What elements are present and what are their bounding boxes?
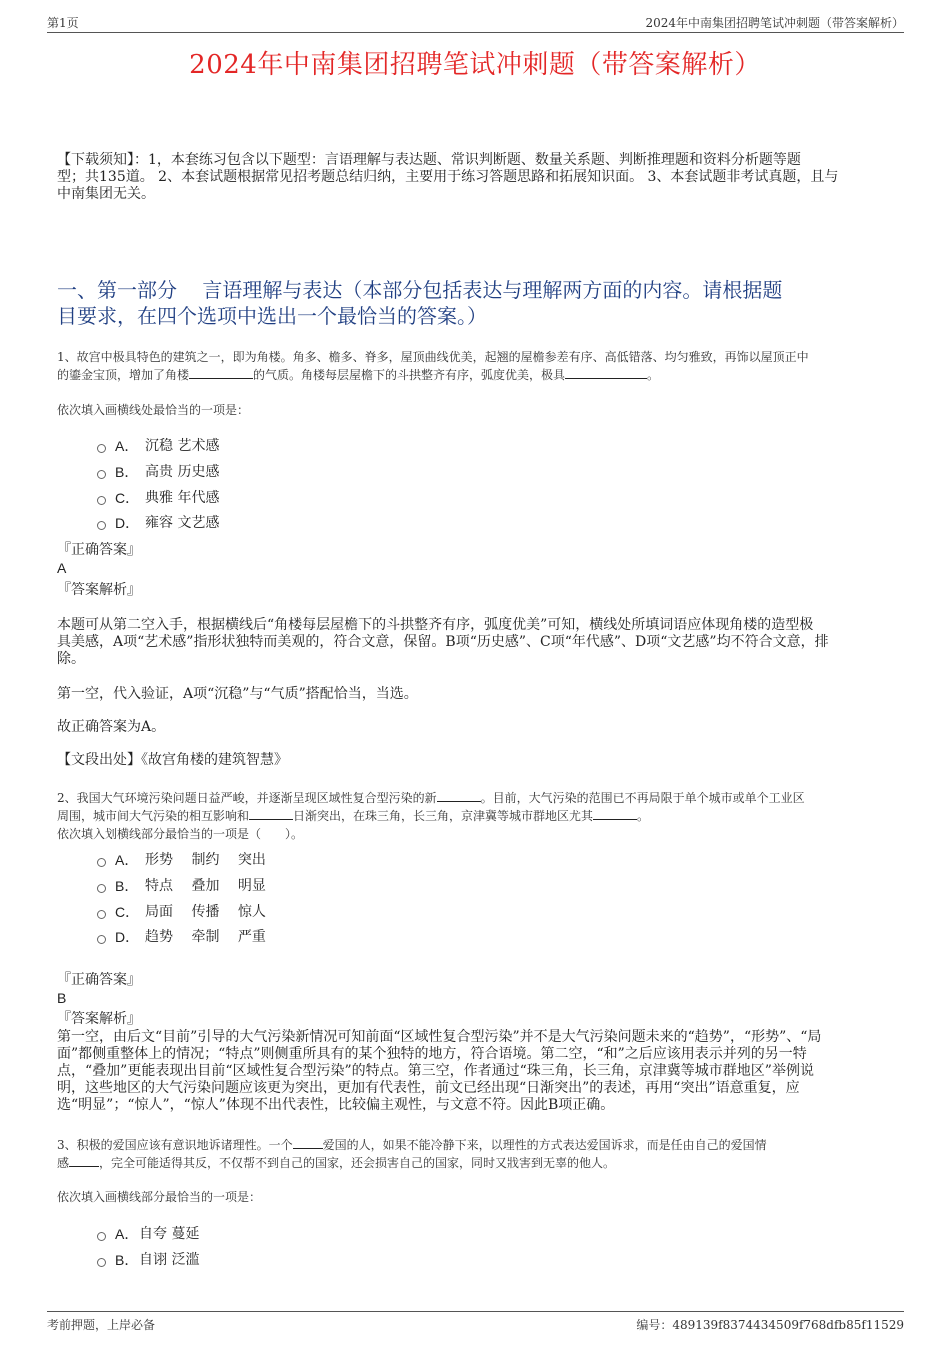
blank-line bbox=[593, 807, 637, 820]
option-label: A． bbox=[115, 1226, 139, 1242]
radio-icon[interactable] bbox=[97, 521, 106, 530]
question-1-stem bbox=[57, 348, 907, 384]
q3-option-b[interactable] bbox=[97, 1251, 199, 1269]
question-text bbox=[57, 789, 907, 807]
option-text: 沉稳 艺术感 bbox=[145, 438, 220, 454]
header-doc-title: 2024年中南集团招聘笔试冲刺题（带答案解析） bbox=[645, 16, 904, 30]
question-text bbox=[57, 1136, 907, 1154]
question-text-part: 的鎏金宝顶，增加了角楼 bbox=[57, 368, 190, 382]
q1-analysis-step: 第一空，代入验证，A项“沉稳”与“气质”搭配恰当，当选。 bbox=[57, 686, 418, 702]
q2-answer: B bbox=[57, 990, 67, 1006]
radio-icon[interactable] bbox=[97, 935, 106, 944]
analysis-line: 除。 bbox=[57, 651, 85, 667]
question-text: 1、故宫中极具特色的建筑之一，即为角楼。角多、檐多、脊多，屋顶曲线优美，起翘的屋檐参差有序、高低错落、均匀雅致，再饰以屋顶正中 bbox=[57, 350, 809, 364]
question-3-stem bbox=[57, 1136, 907, 1172]
option-text: 形势 制约 突出 bbox=[145, 852, 266, 868]
option-text: 高贵 历史感 bbox=[145, 464, 220, 480]
question-text-part: 周围，城市间大气污染的相互影响和 bbox=[57, 809, 250, 823]
section-heading bbox=[57, 277, 917, 329]
analysis-line: 明，这些地区的大气污染问题应该更为突出，更加有代表性，前文已经出现“日渐突出”的表述，再用“突出”语意重复，应 bbox=[57, 1080, 800, 1096]
question-text-part: ，完全可能适得其反，不仅帮不到自己的国家，还会损害自己的国家，同时又戕害到无辜的他人。 bbox=[99, 1156, 616, 1170]
blank-line bbox=[69, 1154, 99, 1167]
q2-option-b[interactable] bbox=[97, 877, 266, 895]
option-text: 自夸 蔓延 bbox=[139, 1226, 200, 1242]
question-3-prompt: 依次填入画横线部分最恰当的一项是： bbox=[57, 1190, 262, 1204]
q2-analysis-title: 『答案解析』 bbox=[57, 1011, 141, 1027]
header-rule bbox=[47, 32, 904, 33]
radio-icon[interactable] bbox=[97, 858, 106, 867]
option-text: 雍容 文艺感 bbox=[145, 515, 220, 531]
q1-source: 【文段出处】《故宫角楼的建筑智慧》 bbox=[57, 752, 288, 768]
question-1-prompt: 依次填入画横线处最恰当的一项是： bbox=[57, 403, 250, 417]
question-text-part: 感 bbox=[57, 1156, 70, 1170]
question-2-prompt: 依次填入划横线部分最恰当的一项是（ ）。 bbox=[57, 827, 304, 841]
option-label: D． bbox=[115, 929, 140, 945]
option-label: A． bbox=[115, 852, 139, 868]
option-label: A． bbox=[115, 438, 139, 454]
radio-icon[interactable] bbox=[97, 444, 106, 453]
section-heading-line: 一、第一部分 言语理解与表达（本部分包括表达与理解两方面的内容。请根据题 bbox=[57, 278, 783, 302]
q2-option-d[interactable] bbox=[97, 928, 266, 946]
q1-option-a[interactable] bbox=[97, 437, 219, 455]
question-text bbox=[57, 807, 907, 825]
page-title: 2024年中南集团招聘笔试冲刺题（带答案解析） bbox=[189, 50, 761, 80]
question-text-part: 3、积极的爱国应该有意识地诉诸理性。一个 bbox=[57, 1138, 293, 1152]
footer-doc-id: 编号：489139f8374434509f768dfb85f11529 bbox=[636, 1318, 904, 1332]
q2-option-a[interactable] bbox=[97, 851, 266, 869]
q1-analysis-title: 『答案解析』 bbox=[57, 582, 141, 598]
question-text bbox=[57, 366, 907, 384]
option-text: 趋势 牵制 严重 bbox=[145, 929, 266, 945]
footer-rule bbox=[47, 1311, 904, 1312]
q1-answer-title: 『正确答案』 bbox=[57, 542, 141, 558]
blank-line bbox=[565, 366, 647, 379]
page-number: 第1页 bbox=[47, 16, 79, 30]
option-text: 典雅 年代感 bbox=[145, 490, 220, 506]
question-text-part: 爱国的人，如果不能冷静下来，以理性的方式表达爱国诉求，而是任由自己的爱国情 bbox=[322, 1138, 767, 1152]
q1-conclusion: 故正确答案为A。 bbox=[57, 719, 166, 735]
footer-slogan: 考前押题，上岸必备 bbox=[47, 1318, 156, 1332]
q1-answer: A bbox=[57, 560, 67, 576]
question-text-part: 。目前，大气污染的范围已不再局限于单个城市或单个工业区 bbox=[480, 791, 805, 805]
question-2-stem bbox=[57, 789, 907, 843]
radio-icon[interactable] bbox=[97, 1258, 106, 1267]
q2-analysis bbox=[57, 1029, 907, 1114]
radio-icon[interactable] bbox=[97, 910, 106, 919]
q2-answer-title: 『正确答案』 bbox=[57, 972, 141, 988]
q1-option-d[interactable] bbox=[97, 514, 219, 532]
blank-line bbox=[437, 789, 481, 802]
analysis-line: 面”都侧重整体上的情况；“特点”则侧重所具有的某个独特的地方，符合语境。第二空，“和”之后应该用表示并列的另一特 bbox=[57, 1046, 807, 1062]
q1-option-c[interactable] bbox=[97, 489, 219, 507]
analysis-line: 具美感，A项“艺术感”指形状独特而美观的，符合文意，保留。B项“历史感”、C项“年代感”、D项“文艺感”均不符合文意，排 bbox=[57, 634, 829, 650]
question-text-part: 。 bbox=[647, 368, 660, 382]
section-heading-line: 目要求，在四个选项中选出一个最恰当的答案。） bbox=[57, 304, 487, 328]
q1-analysis bbox=[57, 617, 907, 668]
q3-option-a[interactable] bbox=[97, 1225, 199, 1243]
option-text: 局面 传播 惊人 bbox=[145, 904, 266, 920]
q1-option-b[interactable] bbox=[97, 463, 219, 481]
question-text-part: 日渐突出，在珠三角，长三角，京津冀等城市群地区尤其 bbox=[293, 809, 594, 823]
option-text: 自诩 泛滥 bbox=[139, 1252, 200, 1268]
option-label: C． bbox=[115, 490, 140, 506]
blank-line bbox=[249, 807, 293, 820]
question-text-part: 。 bbox=[637, 809, 650, 823]
option-label: D． bbox=[115, 515, 140, 531]
notice-line: 型；共135道。 2、本套试题根据常见招考题总结归纳，主要用于练习答题思路和拓展知识面。 3、本套试题非考试真题，且与 bbox=[57, 169, 839, 185]
notice-line: 中南集团无关。 bbox=[57, 186, 155, 202]
option-text: 特点 叠加 明显 bbox=[145, 878, 266, 894]
option-label: C． bbox=[115, 904, 140, 920]
radio-icon[interactable] bbox=[97, 1232, 106, 1241]
analysis-line: 本题可从第二空入手，根据横线后“角楼每层屋檐下的斗拱整齐有序，弧度优美”可知，横线处所填词语应体现角楼的造型极 bbox=[57, 617, 814, 633]
radio-icon[interactable] bbox=[97, 496, 106, 505]
download-notice bbox=[57, 152, 907, 203]
analysis-line: 第一空，由后文“目前”引导的大气污染新情况可知前面“区域性复合型污染”并不是大气污染问题未来的“趋势”，“形势”、“局 bbox=[57, 1029, 822, 1045]
blank-line bbox=[293, 1136, 323, 1149]
notice-line: 【下载须知】：1，本套练习包含以下题型：言语理解与表达题、常识判断题、数量关系题、判断推理题和资料分析题等题 bbox=[57, 152, 801, 168]
question-text-part: 2、我国大气环境污染问题日益严峻，并逐渐呈现区域性复合型污染的新 bbox=[57, 791, 437, 805]
q2-option-c[interactable] bbox=[97, 903, 266, 921]
analysis-line: 点，“叠加”更能表现出目前“区域性复合型污染”的特点。第三空，作者通过“珠三角，长三角，京津冀等城市群地区”举例说 bbox=[57, 1063, 814, 1079]
option-label: B． bbox=[115, 878, 139, 894]
radio-icon[interactable] bbox=[97, 884, 106, 893]
option-label: B． bbox=[115, 1252, 139, 1268]
question-text-part: 的气质。角楼每层屋檐下的斗拱整齐有序，弧度优美，极具 bbox=[253, 368, 566, 382]
option-label: B． bbox=[115, 464, 139, 480]
analysis-line: 选“明显”；“惊人”，“惊人”体现不出代表性，比较偏主观性，与文意不符。因此B项正确。 bbox=[57, 1097, 615, 1113]
question-text bbox=[57, 1154, 907, 1172]
radio-icon[interactable] bbox=[97, 470, 106, 479]
blank-line bbox=[189, 366, 253, 379]
